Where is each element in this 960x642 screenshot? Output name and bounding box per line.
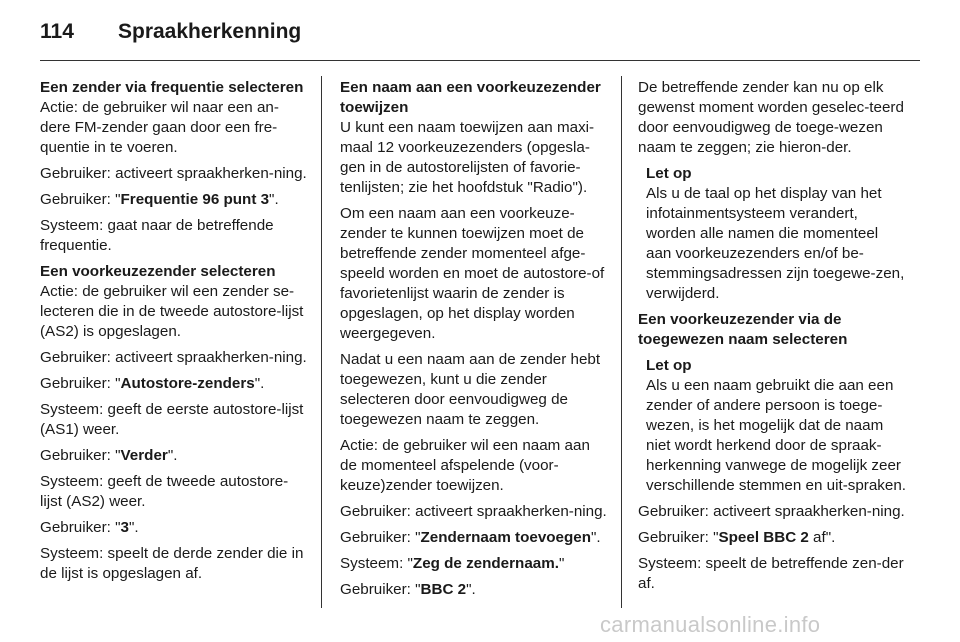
paragraph: Om een naam aan een voorkeuze-zender te kunnen toewijzen moet de betreffende zender momenteel afge-speeld worden en moet de autostore-of favorietenlijst waarin de zender is opgeslagen, op het display worden weergegeven. xyxy=(340,205,605,342)
paragraph xyxy=(40,190,308,210)
paragraph: Actie: de gebruiker wil een naam aan de momenteel afspelende (voor-keuze)zender toewijzen. xyxy=(340,437,590,494)
text: Gebruiker: " xyxy=(638,529,719,546)
text: Gebruiker: " xyxy=(40,447,121,464)
text: ". xyxy=(466,581,476,598)
page-title: Spraakherkenning xyxy=(118,20,302,43)
text: Systeem: " xyxy=(340,555,413,572)
paragraph xyxy=(40,374,308,394)
paragraph: Systeem: speelt de betreffende zen-der af. xyxy=(638,555,904,592)
paragraph: Gebruiker: activeert spraakherken-ning. xyxy=(40,349,307,366)
paragraph: Actie: de gebruiker wil naar een an-dere FM-zender gaan door een fre-quentie in te voeren. xyxy=(40,99,279,156)
section-heading-frequency: Een zender via frequentie selecteren xyxy=(40,79,304,96)
paragraph: U kunt een naam toewijzen aan maxi-maal 12 voorkeuzezenders (opgesla-gen in de autostorelijsten of favorie-tenlijsten; zie het hoofdstuk "Radio"). xyxy=(340,119,595,196)
voice-command: Frequentie 96 punt 3 xyxy=(120,191,270,208)
text: " xyxy=(558,555,565,572)
paragraph: Systeem: geeft de tweede autostore-lijst (AS2) weer. xyxy=(40,473,289,510)
page-number: 114 xyxy=(40,20,74,43)
text: ". xyxy=(269,191,279,208)
paragraph: Gebruiker: activeert spraakherken-ning. xyxy=(40,165,307,182)
paragraph: De betreffende zender kan nu op elk gewenst moment worden geselec-teerd door eenvoudigweg de toege-wezen naam te zeggen; zie hieron-der. xyxy=(638,79,904,156)
note-heading: Let op xyxy=(646,165,692,182)
voice-command: Verder xyxy=(120,447,168,464)
page-header xyxy=(40,18,920,58)
paragraph xyxy=(638,528,906,548)
paragraph xyxy=(340,580,608,600)
text: af". xyxy=(808,529,836,546)
paragraph: Gebruiker: activeert spraakherken-ning. xyxy=(638,503,905,520)
text: ". xyxy=(128,519,139,536)
text: ". xyxy=(254,375,265,392)
watermark: carmanualsonline.info xyxy=(600,612,821,637)
voice-command: Zendernaam toevoegen xyxy=(420,529,591,546)
text: Gebruiker: " xyxy=(340,529,421,546)
note-box xyxy=(646,164,906,304)
paragraph: Systeem: speelt de derde zender die in de lijst is opgeslagen af. xyxy=(40,545,304,582)
column-1 xyxy=(40,78,308,590)
paragraph xyxy=(340,554,608,574)
text: ". xyxy=(167,447,178,464)
header-divider xyxy=(40,60,920,61)
section-heading-preset: Een voorkeuzezender selecteren xyxy=(40,263,276,280)
paragraph: Gebruiker: activeert spraakherken-ning. xyxy=(340,503,607,520)
section-heading-select-by-name: Een voorkeuzezender via de toegewezen naam selecteren xyxy=(638,311,848,348)
voice-command: BBC 2 xyxy=(420,581,467,598)
column-divider-1 xyxy=(321,76,322,608)
text: Gebruiker: " xyxy=(40,191,121,208)
note-box xyxy=(646,356,906,496)
voice-command: 3 xyxy=(120,519,129,536)
voice-command: Speel BBC 2 xyxy=(718,529,809,546)
text: Gebruiker: " xyxy=(40,519,121,536)
section-heading-assign-name: Een naam aan een voorkeuzezender toewijzen xyxy=(340,79,601,116)
text: Gebruiker: " xyxy=(40,375,121,392)
text: ". xyxy=(591,529,601,546)
voice-command: Autostore-zenders xyxy=(120,375,255,392)
paragraph xyxy=(340,528,608,548)
paragraph: Systeem: gaat naar de betreffende frequentie. xyxy=(40,217,274,254)
note-heading: Let op xyxy=(646,357,692,374)
paragraph xyxy=(40,518,308,538)
note-text: Als u de taal op het display van het infotainmentsysteem verandert, worden alle namen die momenteel aan voorkeuzezenders en/of be-stemmingsadressen zijn toegewe-zen, verwijderd. xyxy=(646,185,905,302)
note-text: Als u een naam gebruikt die aan een zender of andere persoon is toege-wezen, is het mogelijk dat de naam niet wordt herkend door de spraak-herkenning vanwege de mogelijk zeer verschillende stemmen en uit-spraken. xyxy=(646,377,906,494)
paragraph: Nadat u een naam aan de zender hebt toegewezen, kunt u die zender selecteren door eenvoudigweg de toegewezen naam te zeggen. xyxy=(340,351,601,428)
voice-prompt: Zeg de zendernaam. xyxy=(412,555,559,572)
paragraph: Systeem: geeft de eerste autostore-lijst (AS1) weer. xyxy=(40,401,304,438)
paragraph: Actie: de gebruiker wil een zender se-lecteren die in de tweede autostore-lijst (AS2) is opgeslagen. xyxy=(40,283,304,340)
column-2 xyxy=(340,78,608,606)
text: Gebruiker: " xyxy=(340,581,421,598)
column-3 xyxy=(638,78,906,600)
column-divider-2 xyxy=(621,76,622,608)
paragraph xyxy=(40,446,308,466)
